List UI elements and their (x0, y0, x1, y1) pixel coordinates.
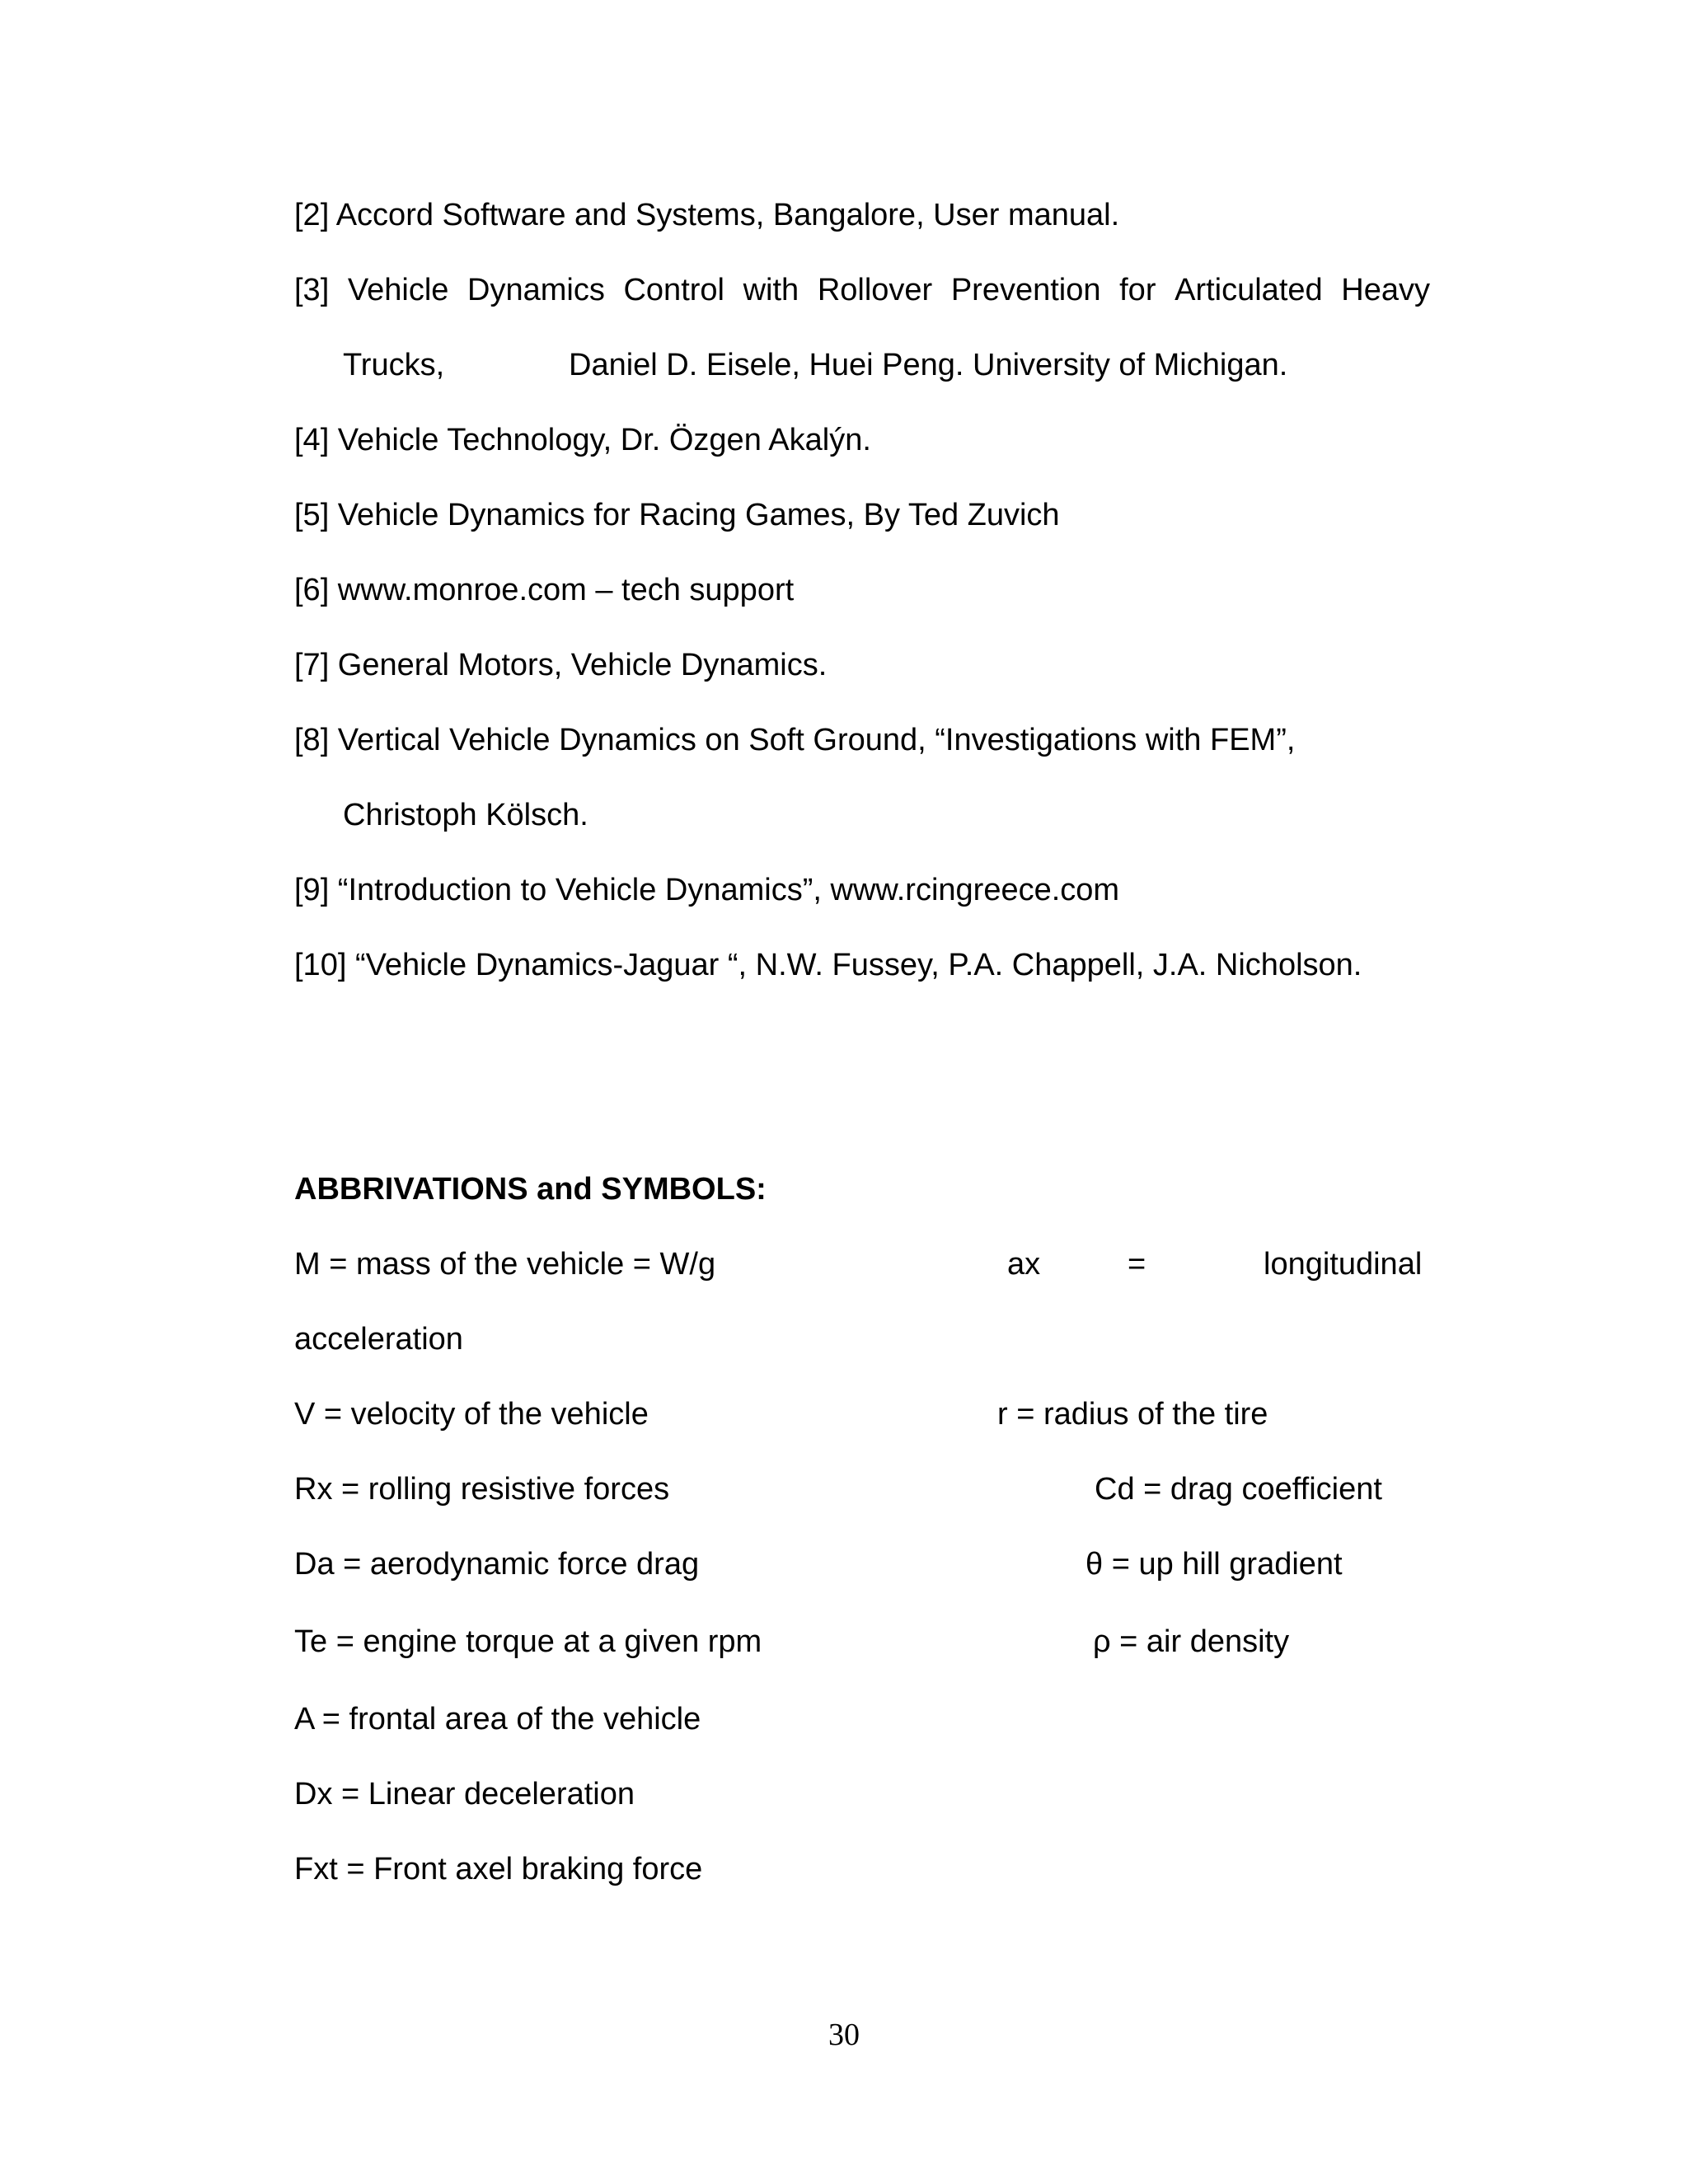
symbol-rx: Rx = rolling resistive forces (294, 1472, 670, 1507)
reference-9: [9] “Introduction to Vehicle Dynamics”, www.rcingreece.com (294, 873, 1120, 907)
reference-3-word: with (743, 273, 799, 307)
symbol-ax-equals: = (1128, 1247, 1146, 1282)
symbol-ax-definition: longitudinal (1264, 1247, 1423, 1282)
reference-8: [8] Vertical Vehicle Dynamics on Soft Ground, “Investigations with FEM”, (294, 723, 1296, 757)
reference-3-word: for (1119, 273, 1156, 307)
symbol-fxt: Fxt = Front axel braking force (294, 1852, 703, 1886)
reference-10: [10] “Vehicle Dynamics-Jaguar “, N.W. Fussey, P.A. Chappell, J.A. Nicholson. (294, 948, 1362, 982)
reference-3-word: Dynamics (467, 273, 605, 307)
reference-4: [4] Vehicle Technology, Dr. Özgen Akalýn. (294, 423, 871, 457)
symbol-rho: ρ = air density (1093, 1624, 1290, 1659)
reference-7: [7] General Motors, Vehicle Dynamics. (294, 648, 828, 682)
reference-8-continuation: Christoph Kölsch. (343, 798, 588, 832)
symbol-cd: Cd = drag coefficient (1095, 1472, 1382, 1507)
reference-3-word: [3] (294, 273, 330, 307)
symbol-dx: Dx = Linear deceleration (294, 1777, 635, 1811)
reference-3-word: Heavy (1341, 273, 1430, 307)
reference-6: [6] www.monroe.com – tech support (294, 573, 795, 607)
symbol-te: Te = engine torque at a given rpm (294, 1624, 762, 1659)
symbol-r: r = radius of the tire (997, 1397, 1268, 1432)
reference-3-word: Prevention (950, 273, 1101, 307)
page-number: 30 (828, 2018, 860, 2052)
symbol-ax-definition-continuation: acceleration (294, 1322, 463, 1357)
reference-3-continuation-title: Trucks, (343, 348, 445, 382)
symbol-m: M = mass of the vehicle = W/g (294, 1247, 716, 1282)
symbol-theta: θ = up hill gradient (1085, 1547, 1343, 1582)
symbol-ax: ax (1007, 1247, 1041, 1282)
symbol-da: Da = aerodynamic force drag (294, 1547, 700, 1582)
reference-3 (294, 271, 1430, 309)
reference-5: [5] Vehicle Dynamics for Racing Games, By Ted Zuvich (294, 498, 1060, 532)
abbreviations-heading: ABBRIVATIONS and SYMBOLS: (294, 1172, 767, 1207)
reference-3-word: Control (623, 273, 724, 307)
reference-3-continuation-authors: Daniel D. Eisele, Huei Peng. University of Michigan. (569, 348, 1288, 382)
reference-3-word: Vehicle (347, 273, 449, 307)
symbol-v: V = velocity of the vehicle (294, 1397, 649, 1432)
reference-2: [2] Accord Software and Systems, Bangalore, User manual. (294, 198, 1120, 232)
reference-3-word: Rollover (817, 273, 933, 307)
reference-3-word: Articulated (1175, 273, 1323, 307)
symbol-a: A = frontal area of the vehicle (294, 1702, 701, 1736)
